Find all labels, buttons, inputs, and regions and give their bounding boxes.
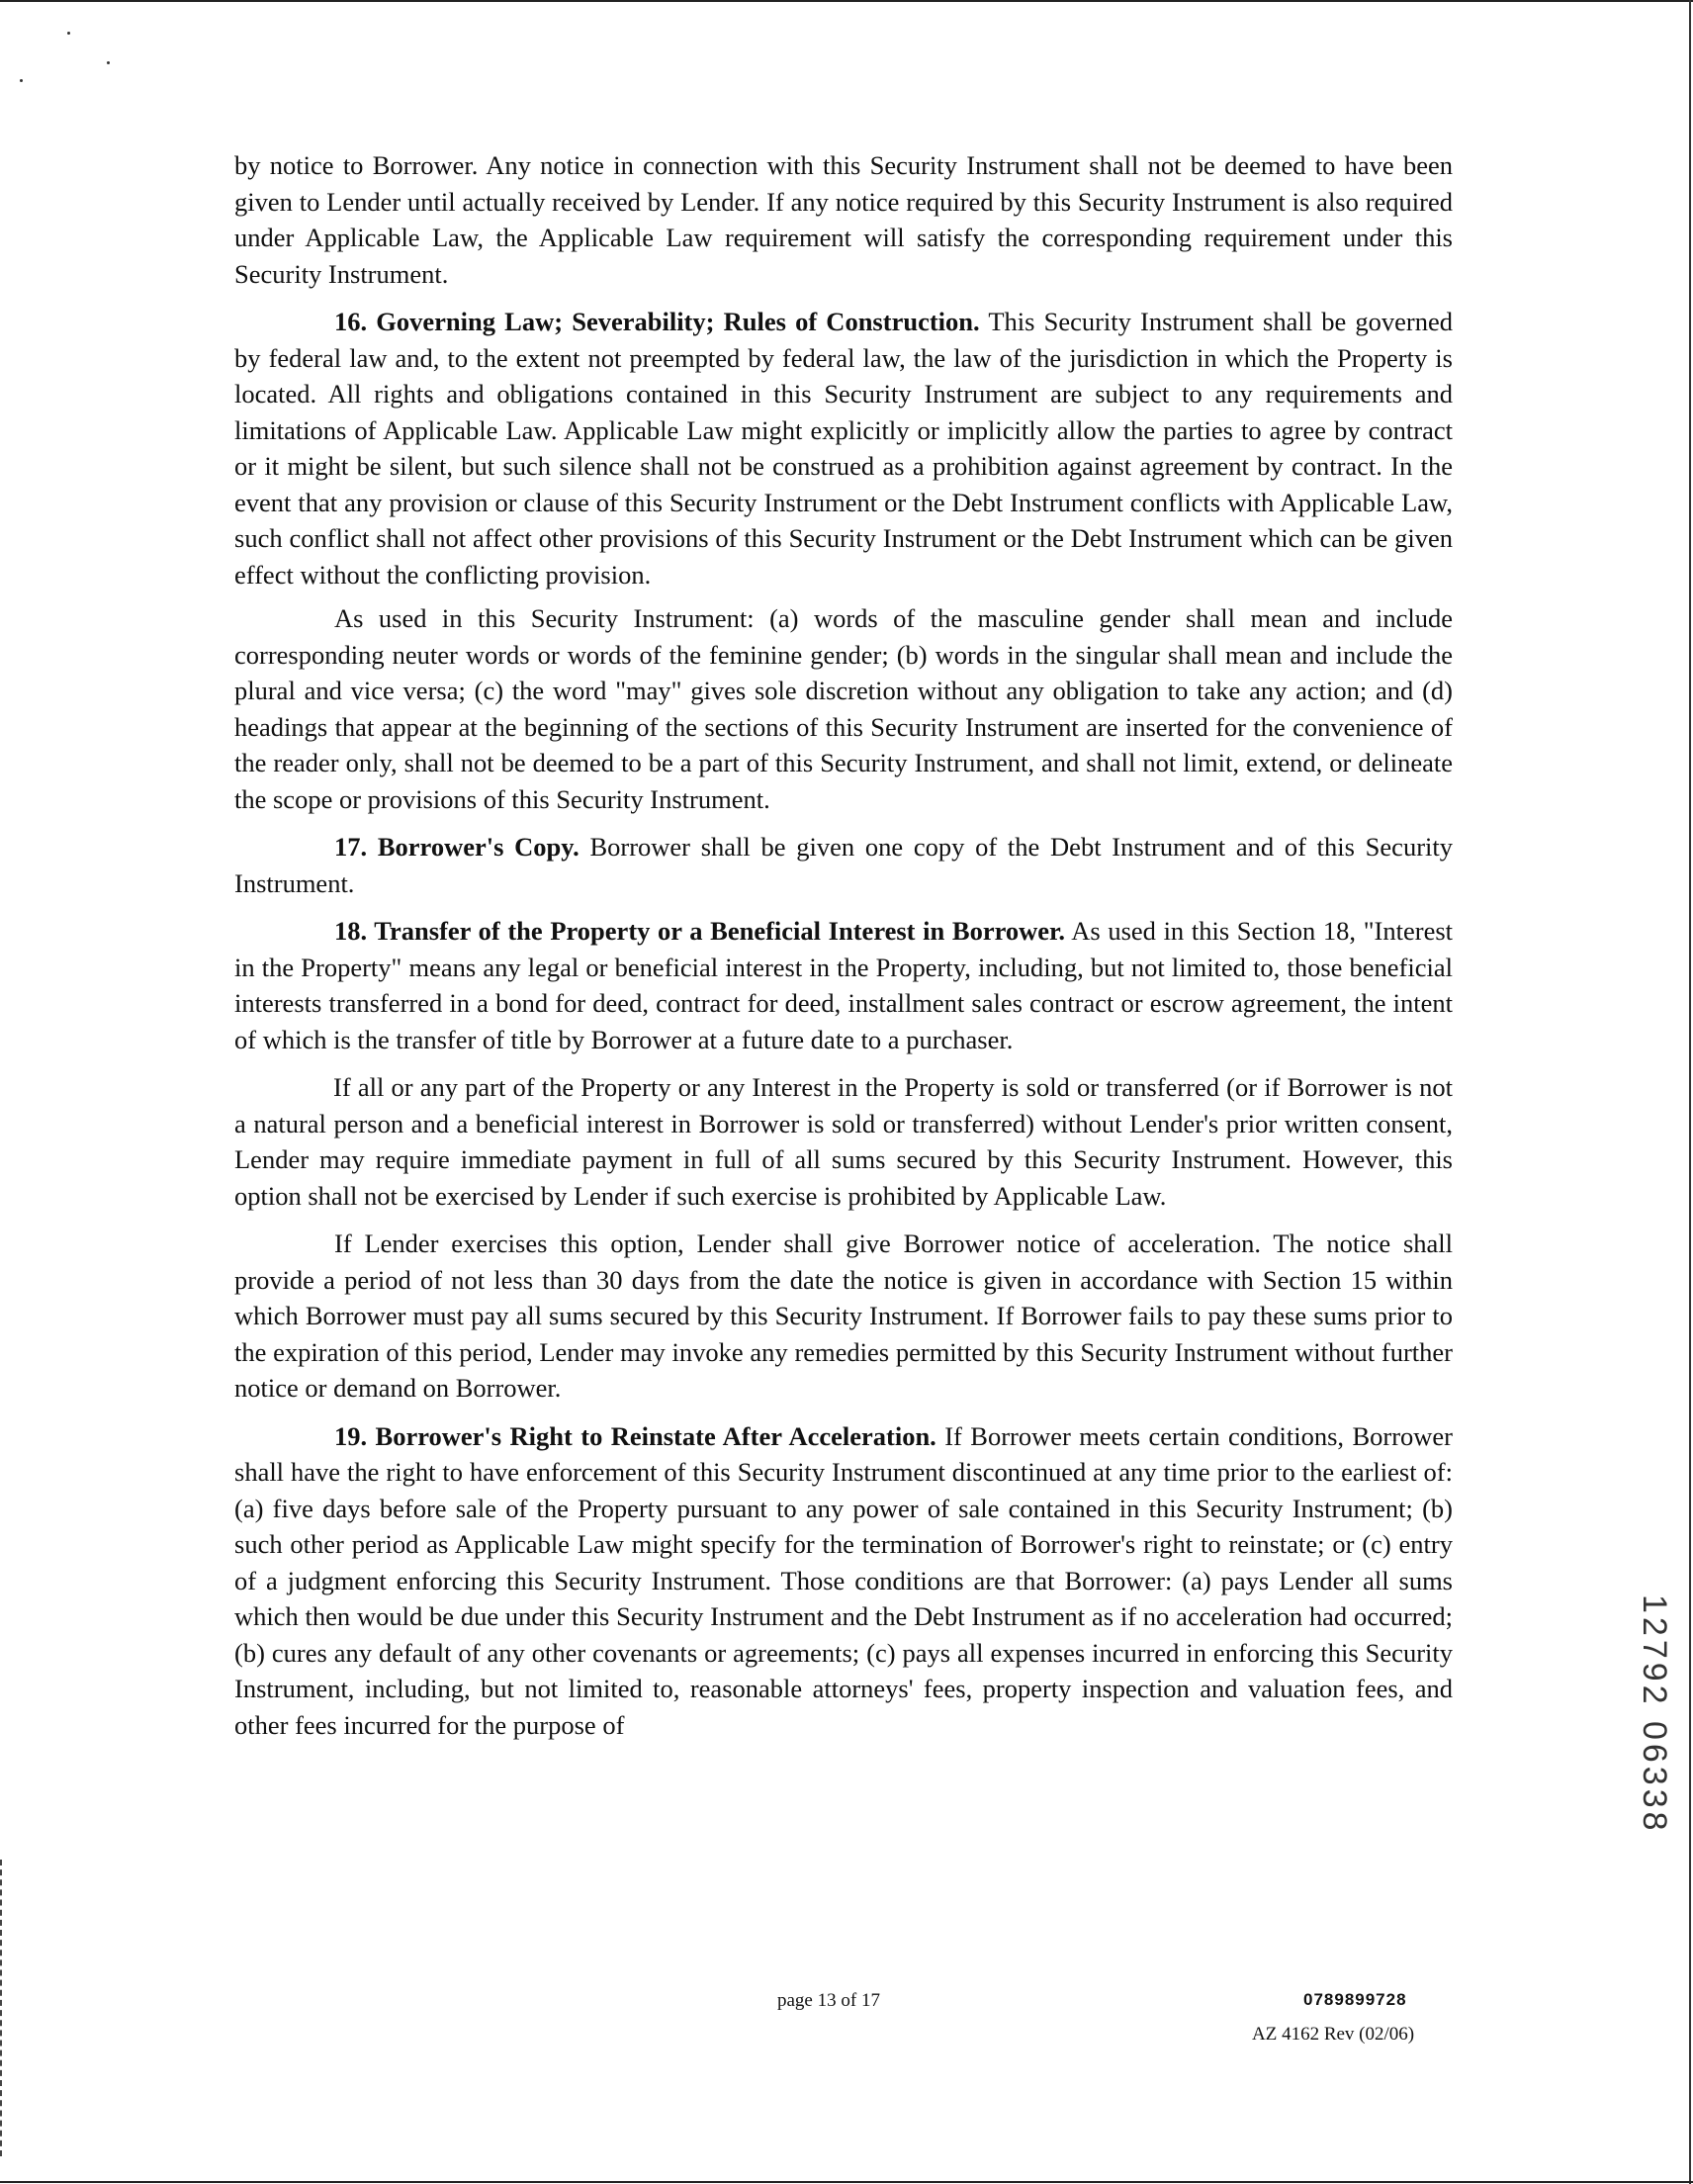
section-heading: 18. Transfer of the Property or a Beneficial Interest in Borrower.	[334, 916, 1066, 946]
section-heading: 16. Governing Law; Severability; Rules of Construction.	[334, 307, 980, 336]
top-scan-border	[0, 0, 1693, 2]
recording-stamp: 12792 06338	[1636, 1594, 1673, 1835]
paragraph	[234, 1069, 1453, 1214]
document-body	[234, 147, 1453, 1743]
bottom-scan-border	[0, 2181, 1693, 2183]
paragraph-section-16	[234, 304, 1453, 592]
scan-speck	[20, 79, 23, 82]
loan-number: 0789899728	[1303, 1990, 1407, 2009]
left-scan-marks	[0, 1860, 5, 2156]
paragraph-text: If Lender exercises this option, Lender shall give Borrower notice of acceleration. The notice shall provide a period of not less than 30 days from the date the notice is given in accordance with Section 15 within which Borrower must pay all sums secured by this Security Instrument. If Borrower fails to pay these sums prior to the expiration of this period, Lender may invoke any remedies permitted by this Security Instrument without further notice or demand on Borrower.	[234, 1228, 1453, 1403]
paragraph-text: As used in this Section 18, "Interest in the Property" means any legal or beneficial interest in the Property, including, but not limited to, those beneficial interests transferred in a bond for deed, contract for deed, installment sales contract or escrow agreement, the intent of which is the transfer of title by Borrower at a future date to a purchaser.	[234, 916, 1454, 1054]
form-number: AZ 4162 Rev (02/06)	[1252, 2024, 1415, 2045]
section-heading: 19. Borrower's Right to Reinstate After Acceleration.	[334, 1420, 936, 1451]
paragraph	[234, 600, 1453, 817]
paragraph-text: If all or any part of the Property or any Interest in the Property is sold or transferred (or if Borrower is not a natural person and a beneficial interest in Borrower is sold or transferred) without Lender's prior written consent, Lender may require immediate payment in full of all sums secured by this Security Instrument. However, this option shall not be exercised by Lender if such exercise is prohibited by Applicable Law.	[234, 1072, 1453, 1211]
paragraph-section-17	[234, 829, 1453, 901]
paragraph-section-19	[234, 1418, 1453, 1744]
paragraph	[234, 1226, 1453, 1407]
paragraph-text: by notice to Borrower. Any notice in connection with this Security Instrument shall not be deemed to have been given to Lender until actually received by Lender. If any notice required by this Security Instrument is also required under Applicable Law, the Applicable Law requirement will satisfy the corresponding requirement under this Security Instrument.	[234, 150, 1453, 289]
paragraph	[234, 147, 1453, 292]
paragraph-text: Borrower shall be given one copy of the Debt Instrument and of this Security Instrument.	[234, 832, 1453, 898]
scan-speck	[67, 32, 70, 35]
right-scan-border	[1689, 0, 1691, 2184]
paragraph-text: As used in this Security Instrument: (a) words of the masculine gender shall mean and include corresponding neuter words or words of the feminine gender; (b) words in the singular shall mean and include the plural and vice versa; (c) the word "may" gives sole discretion without any obligation to take any action; and (d) headings that appear at the beginning of the sections of this Security Instrument are inserted for the convenience of the reader only, shall not be deemed to be a part of this Security Instrument, and shall not limit, extend, or delineate the scope or provisions of this Security Instrument.	[234, 603, 1453, 814]
paragraph-section-18	[234, 913, 1453, 1057]
paragraph-text: This Security Instrument shall be governed by federal law and, to the extent not preempted by federal law, the law of the jurisdiction in which the Property is located. All rights and obligations contained in this Security Instrument are subject to any requirements and limitations of Applicable Law. Applicable Law might explicitly or implicitly allow the parties to agree by contract or it might be silent, but such silence shall not be construed as a prohibition against agreement by contract. In the event that any provision or clause of this Security Instrument or the Debt Instrument conflicts with Applicable Law, such conflict shall not affect other provisions of this Security Instrument or the Debt Instrument which can be given effect without the conflicting provision.	[234, 307, 1453, 590]
section-heading: 17. Borrower's Copy.	[334, 832, 579, 862]
scan-speck	[107, 61, 110, 64]
paragraph-text: If Borrower meets certain conditions, Borrower shall have the right to have enforcement of this Security Instrument discontinued at any time prior to the earliest of: (a) five days before sale of the Property pursuant to any power of sale contained in this Security Instrument; (b) such other period as Applicable Law might specify for the termination of Borrower's right to reinstate; or (c) entry of a judgment enforcing this Security Instrument. Those conditions are that Borrower: (a) pays Lender all sums which then would be due under this Security Instrument and the Debt Instrument as if no acceleration had occurred; (b) cures any default of any other covenants or agreements; (c) pays all expenses incurred in enforcing this Security Instrument, including, but not limited to, reasonable attorneys' fees, property inspection and valuation fees, and other fees incurred for the purpose of	[234, 1420, 1453, 1740]
page-number: page 13 of 17	[777, 1990, 880, 2011]
